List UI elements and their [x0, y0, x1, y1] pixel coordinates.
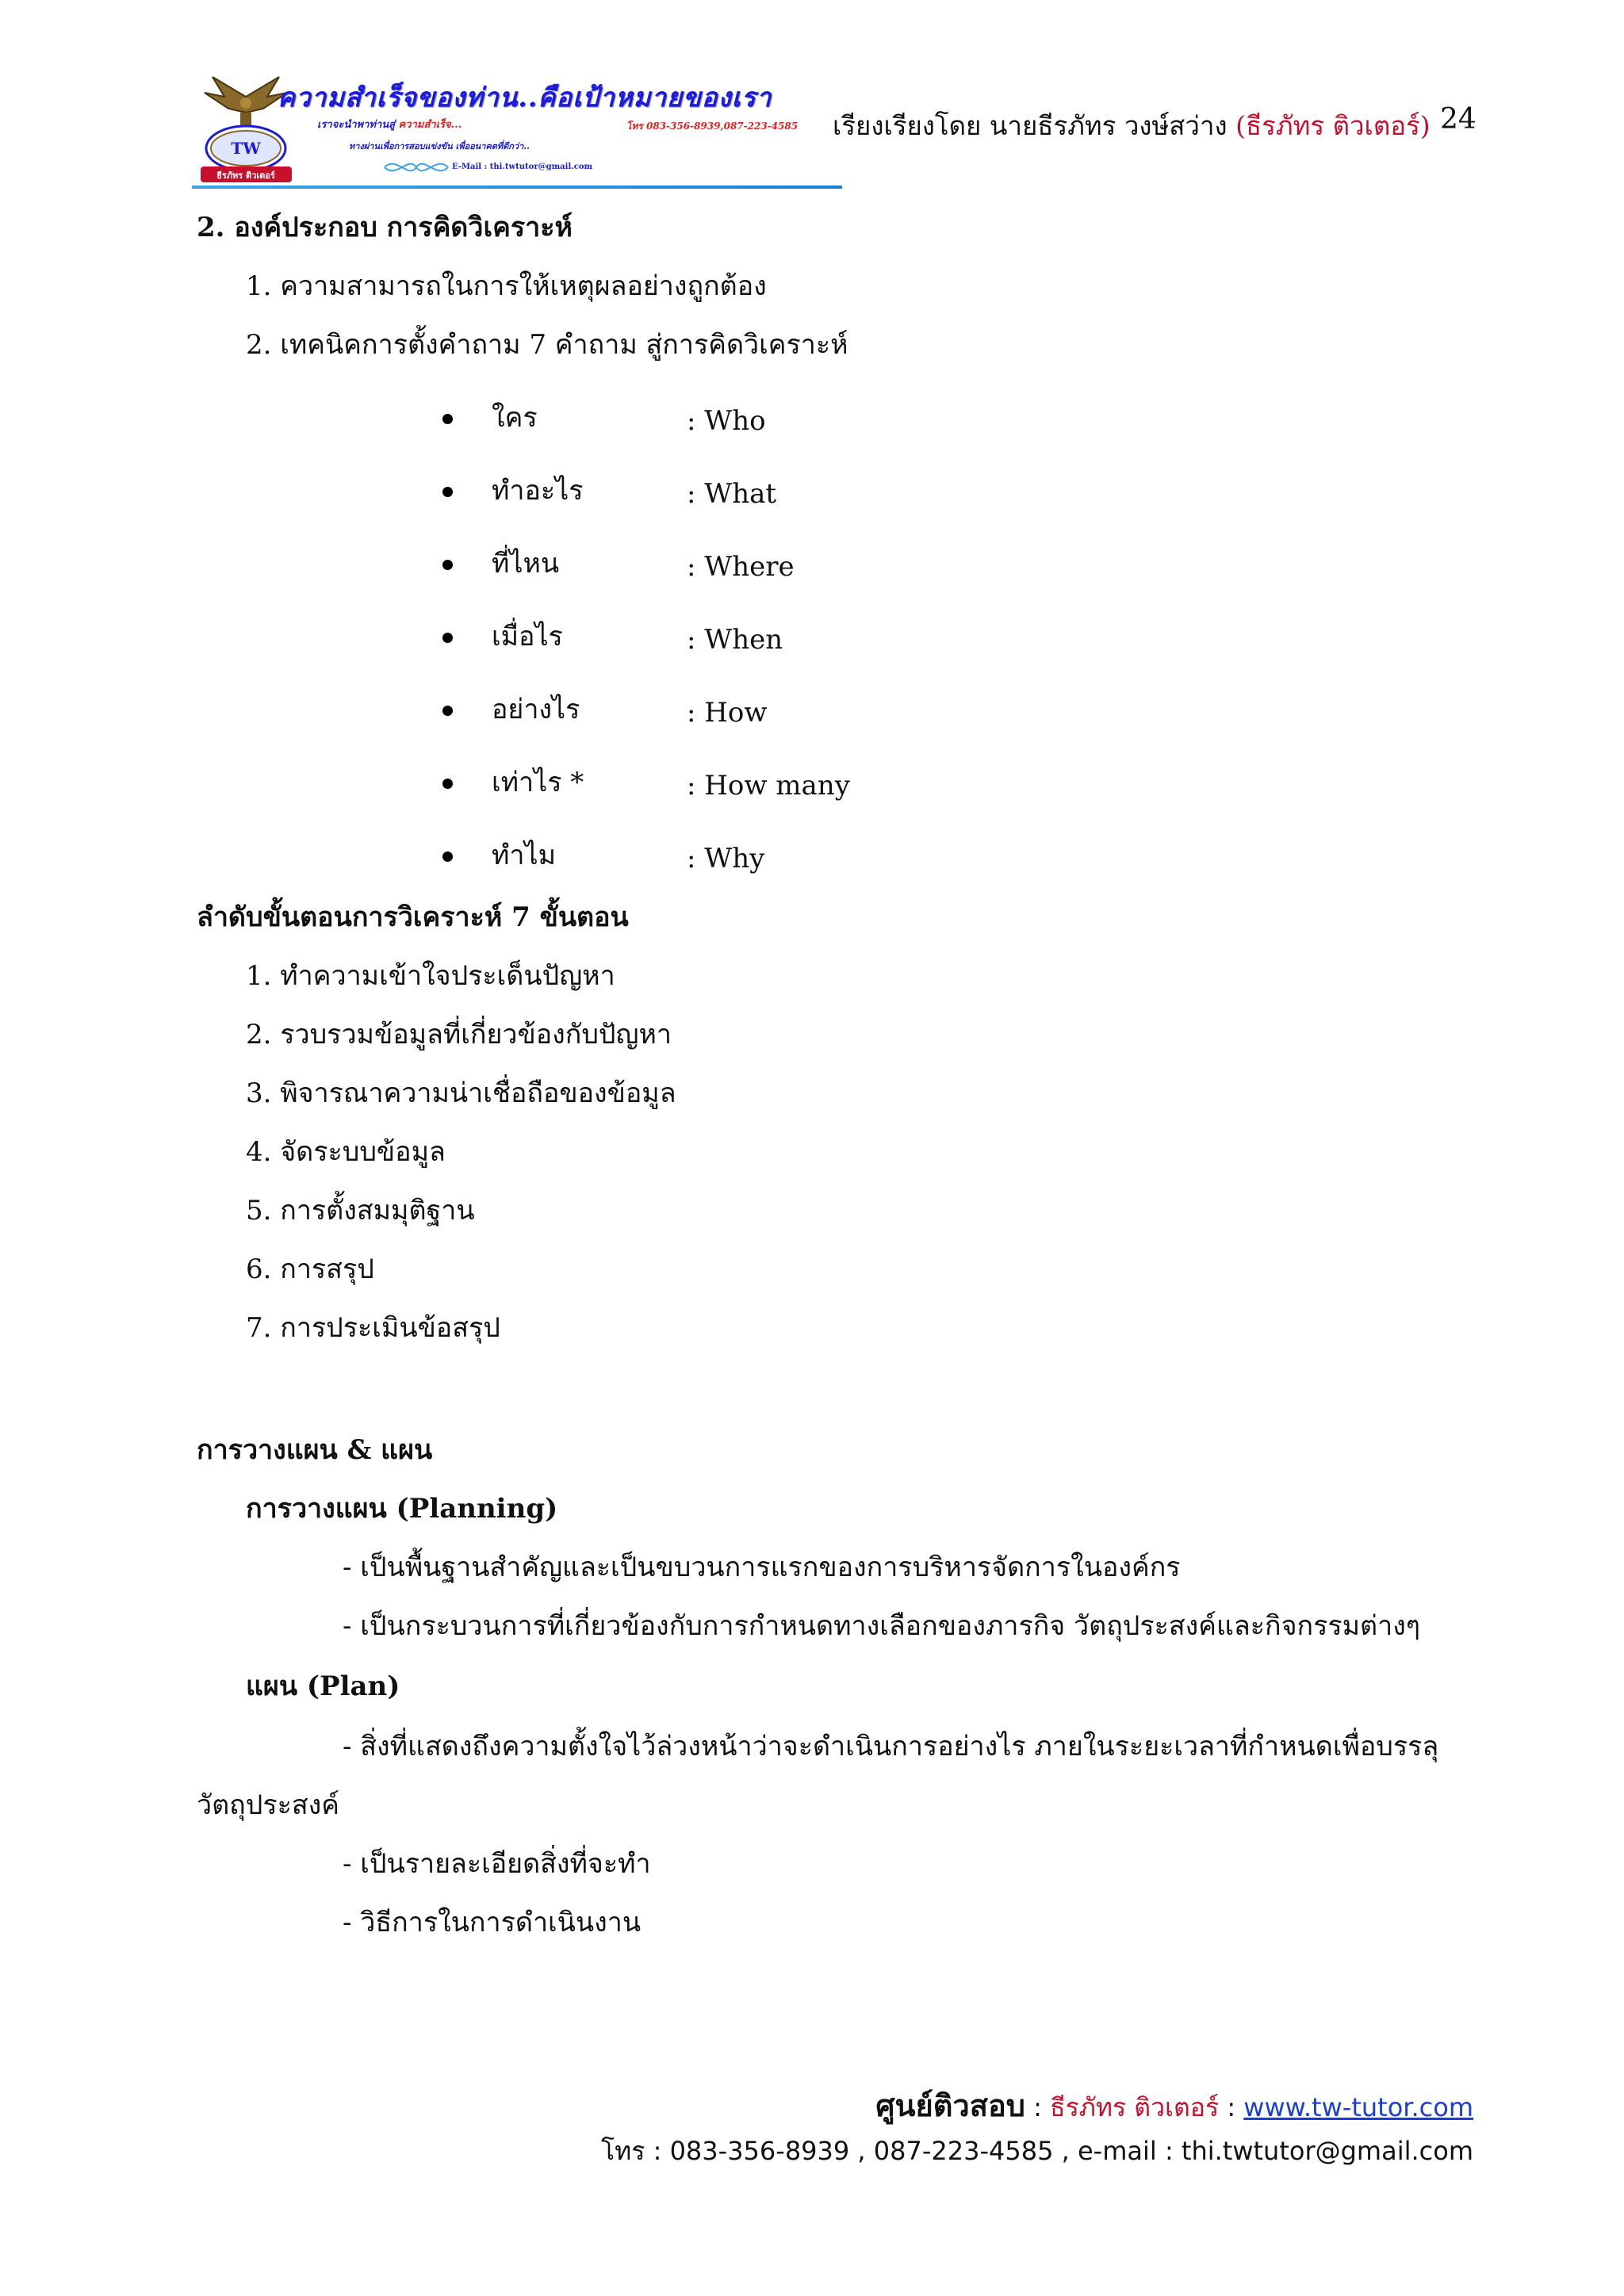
- header-subtitle-2: ทางผ่านเพื่อการสอบแข่งขัน เพื่ออนาคตที่ดีกว่า..: [349, 141, 530, 151]
- list-item: 2. เทคนิคการตั้งคำถาม 7 คำถาม สู่การคิดวิเคราะห์: [246, 329, 848, 361]
- page-number: 24: [1440, 103, 1477, 136]
- question-english: : Who: [687, 405, 766, 437]
- question-thai: ที่ไหน: [492, 548, 560, 580]
- bullet-icon: [442, 851, 453, 862]
- svg-text:TW: TW: [231, 139, 261, 158]
- planning-point: - เป็นกระบวนการที่เกี่ยวข้องกับการกำหนดทางเลือกของภารกิจ วัตถุประสงค์และกิจกรรมต่างๆ: [343, 1610, 1421, 1642]
- bullet-icon: [442, 779, 453, 789]
- question-thai: ใคร: [492, 402, 538, 434]
- question-thai: ทำอะไร: [492, 475, 584, 507]
- question-english: : Where: [687, 551, 795, 583]
- question-thai: ทำไม: [492, 840, 557, 871]
- author-alias: (ธีรภัทร ติวเตอร์): [1235, 110, 1431, 141]
- bullet-icon: [442, 706, 453, 716]
- question-english: : Why: [687, 843, 765, 874]
- footer-separator: :: [1025, 2092, 1051, 2122]
- question-thai: อย่างไร: [492, 694, 580, 725]
- section-heading: ลำดับขั้นตอนการวิเคราะห์ 7 ขั้นตอน: [197, 901, 629, 933]
- header-email: E-Mail : thi.twtutor@gmail.com: [452, 163, 593, 171]
- step-item: 2. รวบรวมข้อมูลที่เกี่ยวข้องกับปัญหา: [246, 1019, 672, 1050]
- header-subtitle-1b: ความสำเร็จ...: [398, 119, 462, 131]
- question-english: : What: [687, 478, 777, 510]
- list-item: 1. ความสามารถในการให้เหตุผลอย่างถูกต้อง: [246, 270, 767, 302]
- plan-point-continuation: วัตถุประสงค์: [197, 1789, 339, 1821]
- header-divider: [192, 186, 842, 189]
- question-english: : How many: [687, 770, 850, 802]
- question-english: : How: [687, 697, 768, 729]
- section-heading: 2. องค์ประกอบ การคิดวิเคราะห์: [197, 212, 573, 243]
- plan-heading: แผน (Plan): [246, 1670, 400, 1702]
- author-line: [833, 105, 1431, 147]
- header-subtitle-1: [317, 116, 462, 132]
- bullet-icon: [442, 414, 453, 424]
- footer-website-link[interactable]: www.tw-tutor.com: [1243, 2092, 1473, 2122]
- question-thai: เมื่อไร: [492, 621, 563, 652]
- footer-contact: โทร : 083-356-8939 , 087-223-4585 , e-mail : thi.twtutor@gmail.com: [600, 2136, 1473, 2166]
- plan-point: - วิธีการในการดำเนินงาน: [343, 1907, 642, 1938]
- step-item: 6. การสรุป: [246, 1253, 374, 1285]
- bullet-icon: [442, 560, 453, 570]
- question-thai: เท่าไร *: [492, 767, 584, 798]
- bullet-icon: [442, 487, 453, 497]
- planning-point: - เป็นพื้นฐานสำคัญและเป็นขบวนการแรกของการบริหารจัดการในองค์กร: [343, 1552, 1181, 1583]
- svg-text:ธีรภัทร ติวเตอร์: ธีรภัทร ติวเตอร์: [216, 170, 275, 181]
- step-item: 4. จัดระบบข้อมูล: [246, 1136, 446, 1168]
- header-slogan: ความสำเร็จของท่าน..คือเป้าหมายของเรา: [278, 82, 772, 113]
- footer-center-line: [875, 2081, 1473, 2130]
- step-item: 5. การตั้งสมมุติฐาน: [246, 1195, 475, 1226]
- bullet-icon: [442, 633, 453, 643]
- header-subtitle-1a: เราจะนำพาท่านสู่: [317, 119, 396, 131]
- plan-point: - สิ่งที่แสดงถึงความตั้งใจไว้ล่วงหน้าว่าจะดำเนินการอย่างไร ภายในระยะเวลาที่กำหนดเพื่อบรรลุ: [343, 1731, 1439, 1762]
- footer-separator: :: [1219, 2092, 1244, 2122]
- plan-point: - เป็นรายละเอียดสิ่งที่จะทำ: [343, 1848, 651, 1880]
- step-item: 1. ทำความเข้าใจประเด็นปัญหา: [246, 960, 615, 992]
- ornament-flourish-icon: [381, 155, 452, 179]
- author-name: เรียงเรียงโดย นายธีรภัทร วงษ์สว่าง: [833, 110, 1228, 141]
- section-heading: การวางแผน & แผน: [197, 1434, 433, 1466]
- step-item: 7. การประเมินข้อสรุป: [246, 1312, 500, 1344]
- step-item: 3. พิจารณาความน่าเชื่อถือของข้อมูล: [246, 1077, 676, 1109]
- planning-heading: การวางแผน (Planning): [246, 1493, 558, 1525]
- footer-tutor-name: ธีรภัทร ติวเตอร์: [1050, 2092, 1220, 2122]
- question-english: : When: [687, 624, 783, 656]
- footer-center-label: ศูนย์ติวสอบ: [875, 2088, 1025, 2123]
- header-phone: โทร 083-356-8939,087-223-4585: [626, 121, 799, 132]
